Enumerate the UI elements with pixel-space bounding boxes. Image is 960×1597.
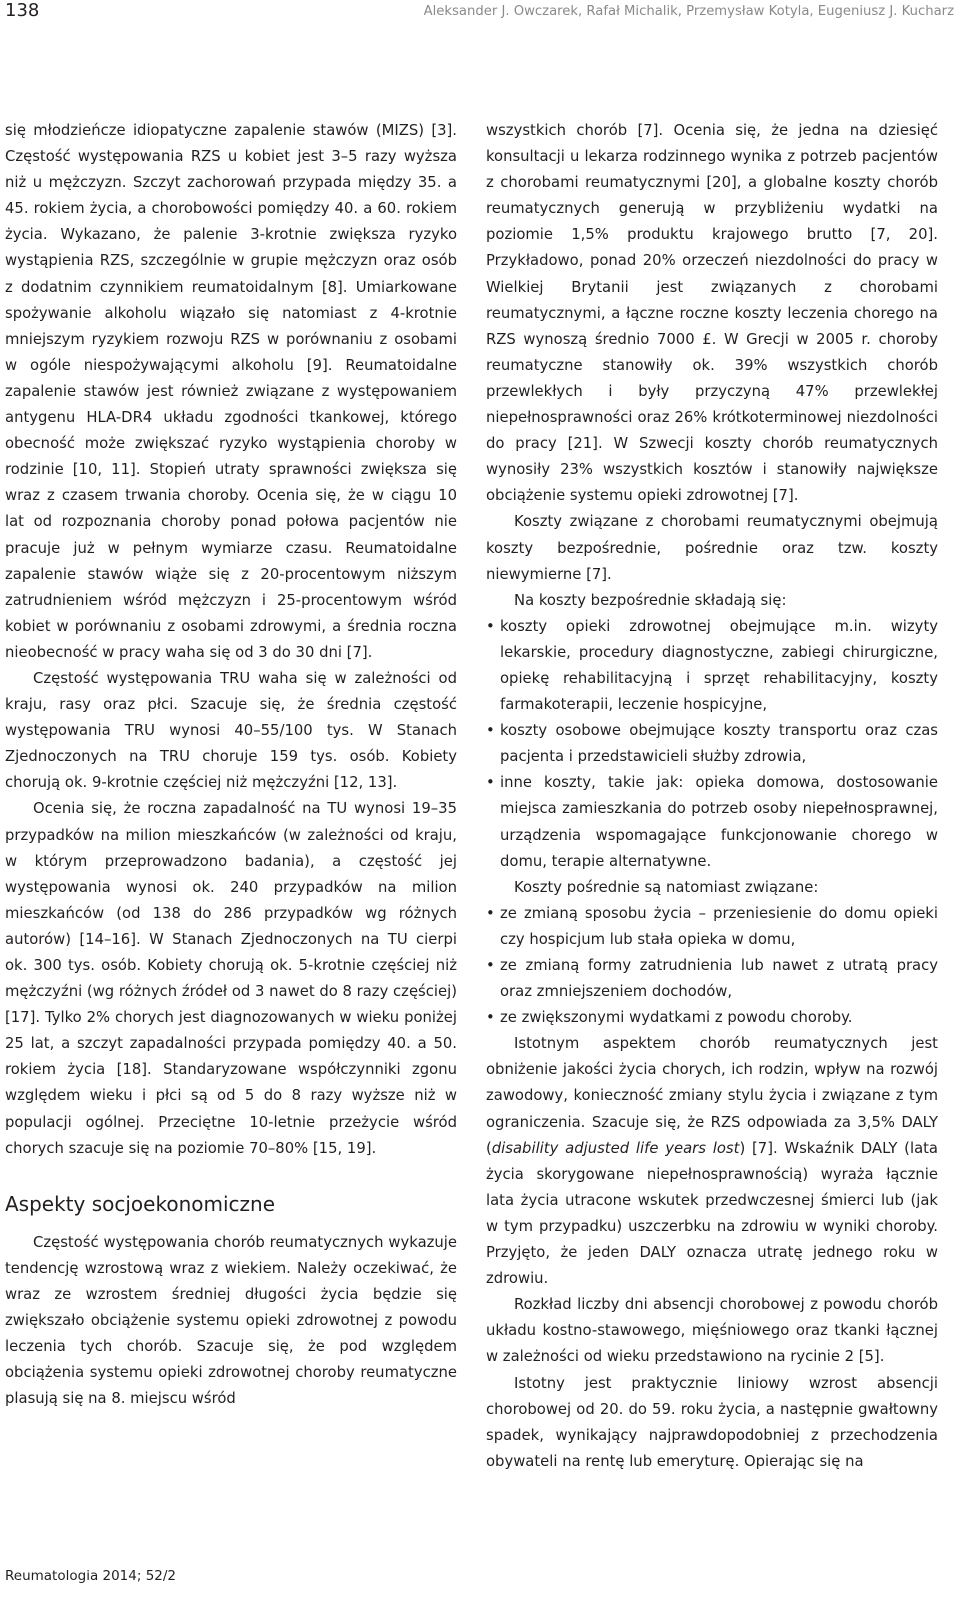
left-column (5, 118, 457, 1412)
paragraph: Ocenia się, że roczna zapadalność na TU wynosi 19–35 przypadków na milion mieszkańców (w zależności od kraju, w którym przeprowadzono badania), a częstość jej występowania wynosi ok. 240 przypadków na milion mieszkańców (od 138 do 286 przypadków wg różnych autorów) [14–16]. W Stanach Zjednoczonych na TU cierpi ok. 300 tys. osób. Kobiety chorują ok. 5-krotnie częściej niż mężczyźni (wg różnych źródeł od 3 nawet do 8 razy częściej) [17]. Tylko 2% chorych jest diagnozowanych w wieku poniżej 25 lat, a szczyt zapadalności przypada pomiędzy 40. a 50. rokiem życia [18]. Standaryzowane współczynniki zgonu względem wieku i płci są od 5 do 8 razy wyższe niż w populacji ogólnej. Przeciętne 10-letnie przeżycie wśród chorych szacuje się na poziomie 70–80% [15, 19]. (5, 800, 457, 1157)
paragraph: Koszty pośrednie są natomiast związane: (514, 878, 819, 896)
right-column (486, 118, 938, 1475)
paragraph: Częstość występowania TRU waha się w zależności od kraju, rasy oraz płci. Szacuje się, że średnia częstość występowania TRU wynosi 40–55/100 tys. W Stanach Zjednoczonych na TRU choruje 159 tys. osób. Kobiety chorują ok. 9-krotnie częściej niż mężczyźni [12, 13]. (5, 669, 457, 792)
paragraph: się młodzieńcze idiopatyczne zapalenie stawów (MIZS) [3]. Częstość występowania RZS u kobiet jest 3–5 razy wyższa niż u mężczyzn. Szczyt zachorowań przypada między 35. a 45. rokiem życia, a chorobowości pomiędzy 40. a 60. rokiem życia. Wykazano, że palenie 3-krotnie zwiększa ryzyko wystąpienia RZS, szczególnie w grupie mężczyzn oraz osób z dodatnim czynnikiem reumatoidalnym [8]. Umiarkowane spożywanie alkoholu wiązało się natomiast z 4-krotnie mniejszym ryzykiem rozwoju RZS w porównaniu z osobami w ogóle niespożywającymi alkoholu [9]. Reumatoidalne zapalenie stawów jest również związane z występowaniem antygenu HLA-DR4 układu zgodności tkankowej, którego obecność może zwiększać ryzyko wystąpienia choroby w rodzinie [10, 11]. Stopień utraty sprawności zwiększa się wraz z czasem trwania choroby. Ocenia się, że w ciągu 10 lat od rozpoznania choroby ponad połowa pacjentów nie pracuje już w pełnym wymiarze czasu. Reumatoidalne zapalenie stawów wiąże się z 20-procentowym niższym zatrudnieniem wśród mężczyzn i 25-procentowym wśród kobiet w porównaniu z osobami zdrowymi, a średnia roczna nieobecność w pracy waha się od 3 do 30 dni [7]. (5, 122, 457, 661)
paragraph: Koszty związane z chorobami reumatycznymi obejmują koszty bezpośrednie, pośrednie oraz tzw. koszty niewymierne [7]. (486, 513, 938, 583)
running-header-authors: Aleksander J. Owczarek, Rafał Michalik, Przemysław Kotyla, Eugeniusz J. Kucharz (423, 4, 954, 19)
list-item: • ze zmianą formy zatrudnienia lub nawet z utratą pracy oraz zmniejszeniem dochodów, (486, 953, 938, 1005)
paragraph: Rozkład liczby dni absencji chorobowej z powodu chorób układu kostno-stawowego, mięśniowego oraz tkanki łącznej w zależności od wieku przedstawiono na rycinie 2 [5]. (486, 1296, 938, 1366)
list-item: • ze zmianą sposobu życia – przeniesienie do domu opieki czy hospicjum lub stała opieka w domu, (486, 901, 938, 953)
paragraph (486, 1031, 938, 1292)
paragraph-text: Istotnym aspektem chorób reumatycznych jest obniżenie jakości życia chorych, ich rodzin, wpływ na rozwój zawodowy, konieczność zmiany stylu życia i związane z tym ograniczenia. Szacuje się, że RZS odpowiada za 3,5% DALY ( (486, 1035, 938, 1157)
paragraph: Istotny jest praktycznie liniowy wzrost absencji chorobowej od 20. do 59. roku życia, a następnie gwałtowny spadek, wynikający najprawdopodobniej z przechodzenia obywateli na rentę lub emeryturę. Opierając się na (486, 1374, 938, 1470)
italic-term: disability adjusted life years lost (491, 1139, 740, 1157)
direct-costs-list (486, 614, 938, 875)
paragraph: Częstość występowania chorób reumatycznych wykazuje tendencję wzrostową wraz z wiekiem. Należy oczekiwać, że wraz ze wzrostem średniej długości życia będzie się zwiększało obciążenie systemu opieki zdrowotnej z powodu leczenia tych chorób. Szacuje się, że pod względem obciążenia systemu opieki zdrowotnej choroby reumatyczne plasują się na 8. miejscu wśród (5, 1233, 457, 1408)
list-item: • koszty osobowe obejmujące koszty transportu oraz czas pacjenta i przedstawicieli służby zdrowia, (486, 718, 938, 770)
list-item: • inne koszty, takie jak: opieka domowa, dostosowanie miejsca zamieszkania do potrzeb osoby niepełnosprawnej, urządzenia wspomagające funkcjonowanie chorego w domu, terapie alternatywne. (486, 770, 938, 874)
page-number: 138 (5, 0, 40, 21)
paragraph: wszystkich chorób [7]. Ocenia się, że jedna na dziesięć konsultacji u lekarza rodzinnego wynika z potrzeb pacjentów z chorobami reumatycznymi [20], a globalne koszty chorób reumatycznych generują w przybliżeniu wydatki na poziomie 1,5% produktu krajowego brutto [7, 20]. Przykładowo, ponad 20% orzeczeń niezdolności do pracy w Wielkiej Brytanii jest związanych z chorobami reumatycznymi, a łączne roczne koszty leczenia chorego na RZS wynoszą średnio 7000 £. W Grecji w 2005 r. choroby reumatyczne stanowiły ok. 39% wszystkich chorób przewlekłych i były przyczyną 47% przewlekłej niepełnosprawności oraz 26% krótkoterminowej niezdolności do pracy [21]. W Szwecji koszty chorób reumatycznych wynosiły 23% wszystkich kosztów i stanowiły największe obciążenie systemu opieki zdrowotnej [7]. (486, 122, 938, 505)
list-item: • ze zwiększonymi wydatkami z powodu choroby. (486, 1005, 938, 1031)
indirect-costs-list (486, 901, 938, 1031)
footer-journal: Reumatologia 2014; 52/2 (5, 1568, 177, 1584)
paragraph-text: ) [7]. Wskaźnik DALY (lata życia skorygowane niepełnosprawnością) wyraża łącznie lata życia utracone wskutek przedwczesnej śmierci lub (jak w tym przypadku) uszczerbku na zdrowiu w wyniki choroby. Przyjęto, że jeden DALY oznacza utratę jednego roku w zdrowiu. (486, 1139, 939, 1288)
paragraph: Na koszty bezpośrednie składają się: (514, 591, 787, 609)
list-item: • koszty opieki zdrowotnej obejmujące m.in. wizyty lekarskie, procedury diagnostyczne, zabiegi chirurgiczne, opiekę rehabilitacyjną i sprzęt rehabilitacyjny, koszty farmakoterapii, leczenie hospicyjne, (486, 614, 938, 718)
section-heading: Aspekty socjoekonomiczne (5, 1191, 275, 1216)
